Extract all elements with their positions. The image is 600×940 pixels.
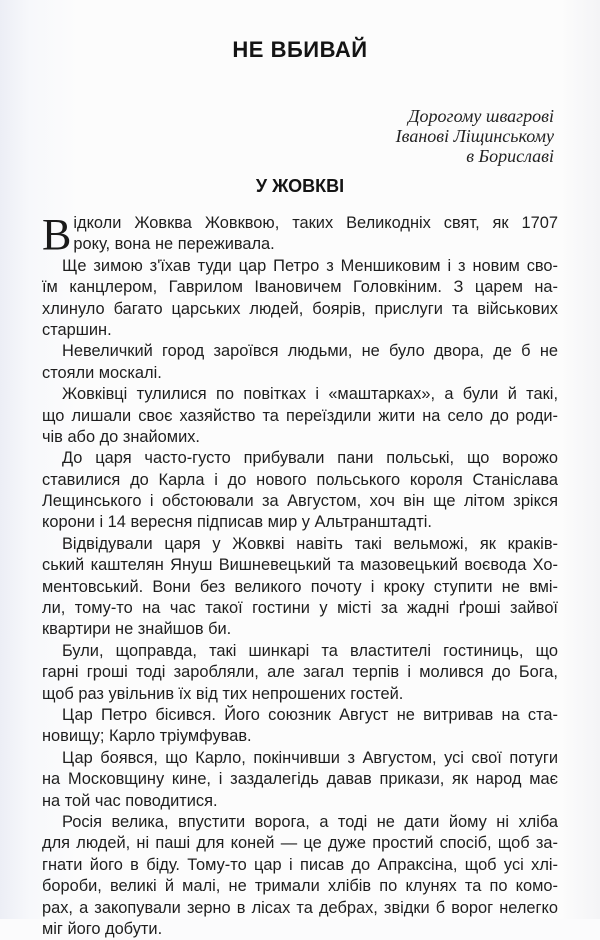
dedication-line: Іванові Ліщинському (395, 126, 554, 146)
chapter-title: НЕ ВБИВАЙ (232, 37, 368, 62)
text-line (42, 534, 558, 555)
dedication-line: в Бориславі (466, 146, 554, 166)
text-line: Були, щоправда, такі шинкарі та властителі гостиниць, що (62, 641, 558, 660)
text-line: ли, тому-то на час такої гостини у місті за жадні ґроші зайвої (42, 599, 558, 618)
drop-cap: В (42, 210, 72, 259)
text-line: Цар Петро бісився. Його союзник Август не витривав на ста- (62, 705, 558, 724)
text-line: ментовський. Вони без великого почоту і кроку ступити не вмі- (42, 577, 558, 596)
dedication (396, 106, 554, 166)
text-line-part: ський каштелян Януш Вишневецький та мазовецький воєвода Хо- (42, 556, 558, 575)
text-line: їм канцлером, Гаврилом Івановичем Головкіним. З царем на- (42, 278, 558, 297)
text-line-part: чів або до знайомих. (42, 427, 200, 446)
text-line-part: що лишали своє хазяйство та переїздили жити на село до роди- (42, 406, 558, 425)
text-line: ідколи Жовква Жовквою, таких Великодніх свят, як 1707 (73, 214, 558, 232)
text-line: Росія велика, впустити ворога, а тоді не дати йому ні хліба (62, 812, 558, 831)
text-line: на Московщину кине, і заздалегідь давав прикази, як народ має (42, 770, 558, 789)
text-line: До царя часто-густо прибували пани польські, що ворожо (62, 449, 558, 468)
text-line-part: Відвідували царя у Жовкві навіть такі вельможі, як краків- (62, 534, 558, 553)
text-line: гарні гроші тоді заробляли, але загал терпів і молився до Бога, (42, 663, 558, 682)
text-line: щоб раз увільнив їх від тих непрошених гостей. (42, 684, 404, 703)
text-line: ставилися до Карла і до нового польського короля Станіслава (42, 470, 558, 489)
text-line: Жовківці тулилися по повітках і «маштарках», а були й такі, (62, 385, 558, 404)
text-line (42, 555, 558, 576)
text-line: хлинуло багато царських людей, боярів, прислуги та військових (42, 299, 558, 318)
text-line: гнати його в біду. Тому-то цар і писав до Апраксіна, щоб усі хлі- (42, 855, 558, 874)
text-line: квартири не знайшов би. (42, 620, 232, 639)
text-line: Лещинського і обстоювали за Августом, хоч він ще літом зрікся (42, 492, 558, 511)
text-line: міг його добути. (42, 919, 163, 938)
text-line: Цар боявся, що Карло, покінчивши з Августом, усі свої потуги (62, 748, 558, 767)
text-line: бороби, великі й малі, не тримали хлібів по клунях та по комо- (42, 877, 558, 896)
text-line: корони і 14 вересня підписав мир у Альтранштадті. (42, 513, 432, 532)
text-line: стояли москалі. (42, 363, 162, 382)
text-line: Невеличкий город зароївся людьми, не було двора, де б не (62, 342, 558, 361)
dedication-line: Дорогому швагрові (408, 106, 554, 126)
body-text (42, 210, 558, 940)
text-line: старшин. (42, 320, 112, 339)
text-line: новищу; Карло тріумфував. (42, 727, 252, 746)
section-title: У ЖОВКВІ (255, 176, 345, 196)
text-line: рах, а закопували зерно в лісах та дебрах, звідки б ворог нелегко (42, 898, 558, 917)
text-line: Ще зимою з'їхав туди цар Петро з Меншиковим і з новим сво- (62, 256, 558, 275)
paragraph-first (42, 210, 558, 259)
text-line: на той час поводитися. (42, 791, 218, 810)
text-line: року, вона не переживала. (73, 235, 275, 254)
text-line (42, 427, 558, 448)
text-line: для людей, ні паші для коней — це дуже простий спосіб, щоб за- (42, 834, 558, 853)
text-line (42, 406, 558, 427)
